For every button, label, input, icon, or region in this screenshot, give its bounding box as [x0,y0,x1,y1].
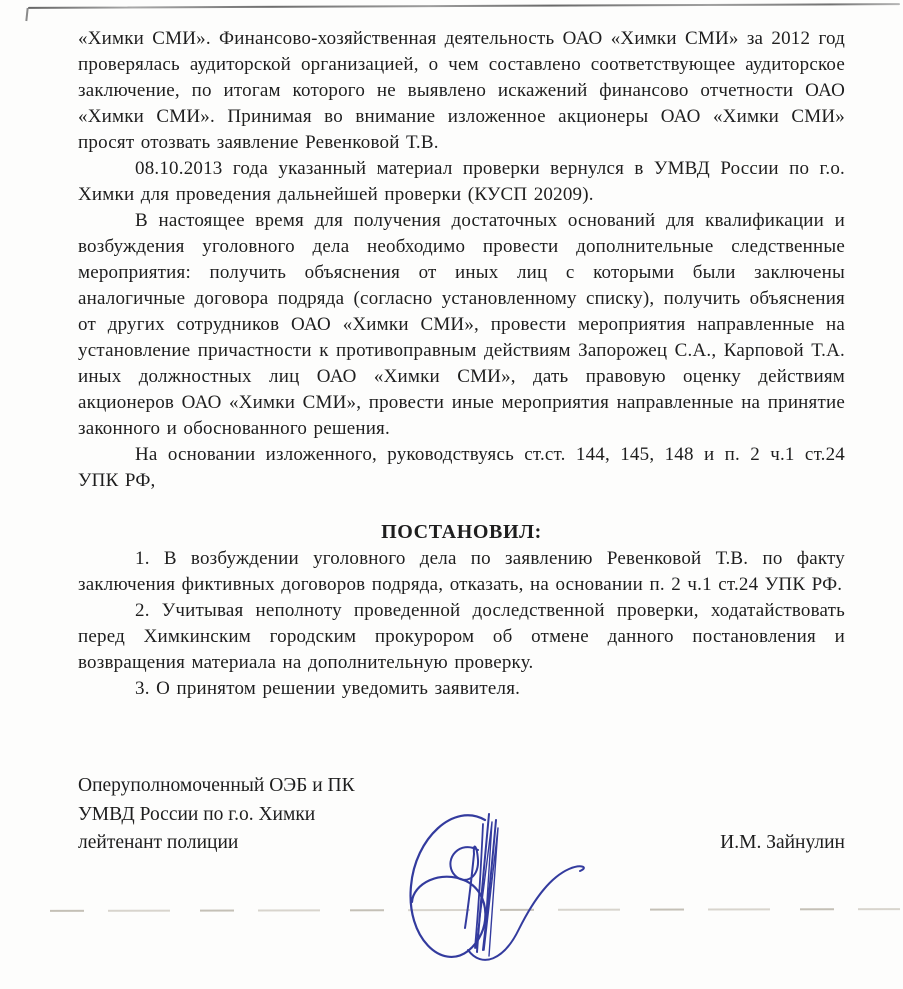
resolution-item: 1. В возбуждении уголовного дела по заявлению Ревенковой Т.В. по факту заключения фиктивных договоров подряда, отказать, на основании п. 2 ч.1 ст.24 УПК РФ. [78,548,845,595]
resolution-heading: ПОСТАНОВИЛ: [381,521,542,543]
body-paragraph: В настоящее время для получения достаточных оснований для квалификации и возбуждения уголовного дела необходимо провести дополнительные следственные мероприятия: получить объяснения от иных лиц с которыми были заключены аналогичные договора подряда (согласно установленному списку), получить объяснения от других сотрудников ОАО «Химки СМИ», провести мероприятия направленные на установление причастности к противоправным действиям Запорожец С.А., Карповой Т.А. иных должностных лиц ОАО «Химки СМИ», дать правовую оценку действиям акционеров ОАО «Химки СМИ», провести иные мероприятия направленные на принятие законного и обоснованного решения. [78,210,845,439]
document-body [78,26,845,858]
signer-position-line: лейтенант полиции [78,832,239,853]
resolution-item: 2. Учитывая неполноту проведенной доследственной проверки, ходатайствовать перед Химкинским городским прокурором об отмене данного постановления и возвращения материала на дополнительную проверку. [78,600,845,673]
scan-artifact-top-tick [25,8,28,21]
resolution-item: 3. О принятом решении уведомить заявителя. [135,678,521,699]
body-paragraph: «Химки СМИ». Финансово-хозяйственная деятельность ОАО «Химки СМИ» за 2012 год проверялась аудиторской организацией, о чем составлено соответствующее аудиторское заключение, по итогам которого не выявлено искажений финансово отчетности ОАО «Химки СМИ». Принимая во внимание изложенное акционеры ОАО «Химки СМИ» просят отозвать заявление Ревенковой Т.В. [78,28,845,153]
body-paragraph: На основании изложенного, руководствуясь ст.ст. 144, 145, 148 и п. 2 ч.1 ст.24 УПК РФ, [78,444,845,491]
signer-position [78,772,355,858]
handwritten-signature [388,796,603,986]
signer-position-line: Оперуполномоченный ОЭБ и ПК [78,775,355,796]
scan-artifact-top-edge [28,3,900,9]
signer-position-line: УМВД России по г.о. Химки [78,803,316,825]
body-paragraph: 08.10.2013 года указанный материал проверки вернулся в УМВД России по г.о. Химки для проведения дальнейшей проверки (КУСП 20209). [78,158,845,205]
signer-name: И.М. Зайнулин [720,832,845,853]
